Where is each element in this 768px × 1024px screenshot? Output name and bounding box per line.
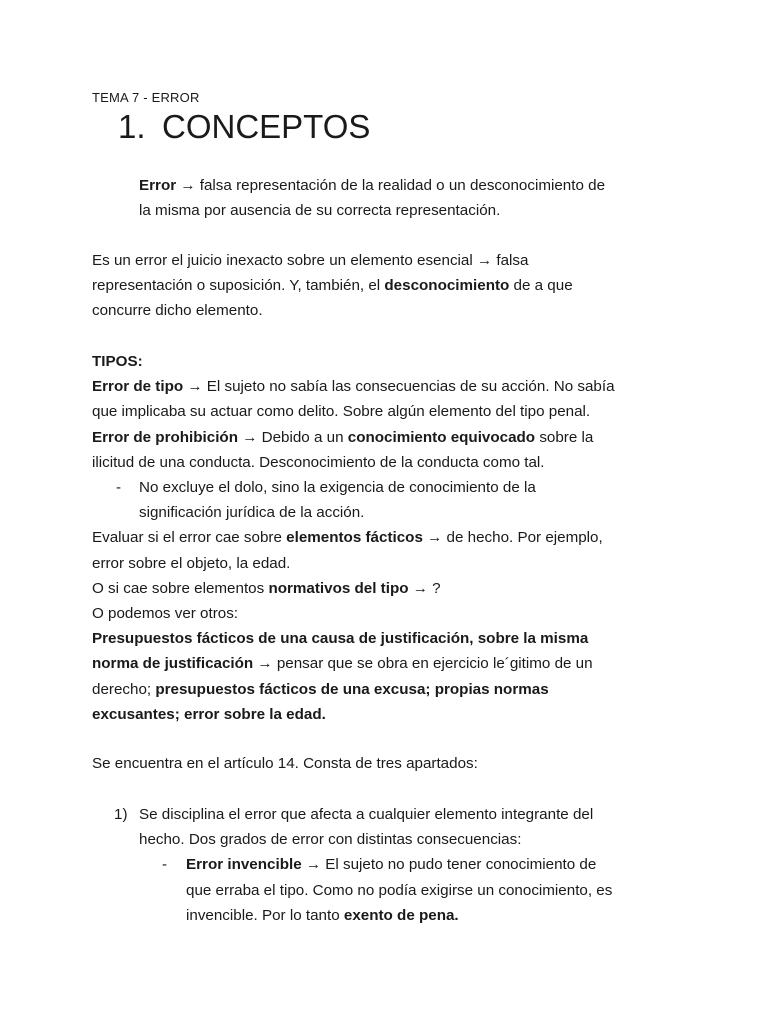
error-tipo-line-2: que implicaba su actuar como delito. Sobre algún elemento del tipo penal. [92,403,591,421]
sub-bullet-dash: - [162,856,168,874]
error-prohibicion-line-2: ilicitud de una conducta. Desconocimiento de la conducta como tal. [92,453,545,471]
error-tipo-term: Error de tipo [92,378,184,396]
paragraph-line: concurre dicho elemento. [92,302,263,320]
tipos-heading: TIPOS: [92,353,143,370]
paragraph-error-juicio [92,248,682,324]
articulo-line: Se encuentra en el artículo 14. Consta de tres apartados: [92,755,478,772]
evaluar-line-1: Evaluar si el error cae sobre elementos fácticos → de hecho. Por ejemplo, [92,529,603,547]
normativos-line: O si cae sobre elementos normativos del tipo → ? [92,579,441,597]
evaluar-line-2: error sobre el objeto, la edad. [92,554,291,572]
section-title: CONCEPTOS [162,108,371,145]
document-header: TEMA 7 - ERROR [92,90,200,105]
sub-bullet-item: - Error invencible → El sujeto no pudo tener conocimiento de [92,852,682,877]
numbered-list [92,802,682,928]
section-number: 1. [118,108,146,145]
presupuestos-line-3: derecho; presupuestos fácticos de una excusa; propias normas [92,680,549,698]
numbered-marker: 1) [114,806,128,823]
error-invencible-term: Error invencible [186,856,302,874]
definition-term: Error [139,177,177,194]
tipos-section [92,349,682,727]
numbered-item-1-line-2: hecho. Dos grados de error con distintas consecuencias: [139,831,522,849]
numbered-item-1: 1) Se disciplina el error que afecta a cualquier elemento integrante del [92,802,682,827]
otros-line: O podemos ver otros: [92,605,239,623]
bullet-dash: - [116,479,122,497]
sub-bullet-line-3: invencible. Por lo tanto exento de pena. [186,906,459,924]
articulo-paragraph [92,751,682,776]
error-prohibicion-line-1: Error de prohibición → Debido a un conocimiento equivocado sobre la [92,428,594,446]
presupuestos-line-2: norma de justificación → pensar que se obra en ejercicio le´gitimo de un [92,655,593,673]
section-heading [118,108,370,146]
error-tipo-line-1: Error de tipo → El sujeto no sabía las consecuencias de su acción. No sabía [92,378,615,396]
paragraph-line: representación o suposición. Y, también, el desconocimiento de a que [92,277,573,295]
paragraph-line: Es un error el juicio inexacto sobre un elemento esencial → falsa [92,252,529,269]
bullet-item: - No excluye el dolo, sino la exigencia de conocimiento de la [92,475,682,500]
definition-line-1: Error → falsa representación de la realidad o un desconocimiento de [139,177,606,194]
bullet-item-line-2: significación jurídica de la acción. [139,504,365,522]
presupuestos-line-1: Presupuestos fácticos de una causa de justificación, sobre la misma [92,630,589,648]
presupuestos-line-4: excusantes; error sobre la edad. [92,705,326,723]
sub-bullet-line-2: que erraba el tipo. Como no podía exigirse un conocimiento, es [186,881,613,899]
definition-line-2: la misma por ausencia de su correcta representación. [139,202,501,220]
error-prohibicion-term: Error de prohibición [92,428,238,446]
definition-block [92,173,682,223]
